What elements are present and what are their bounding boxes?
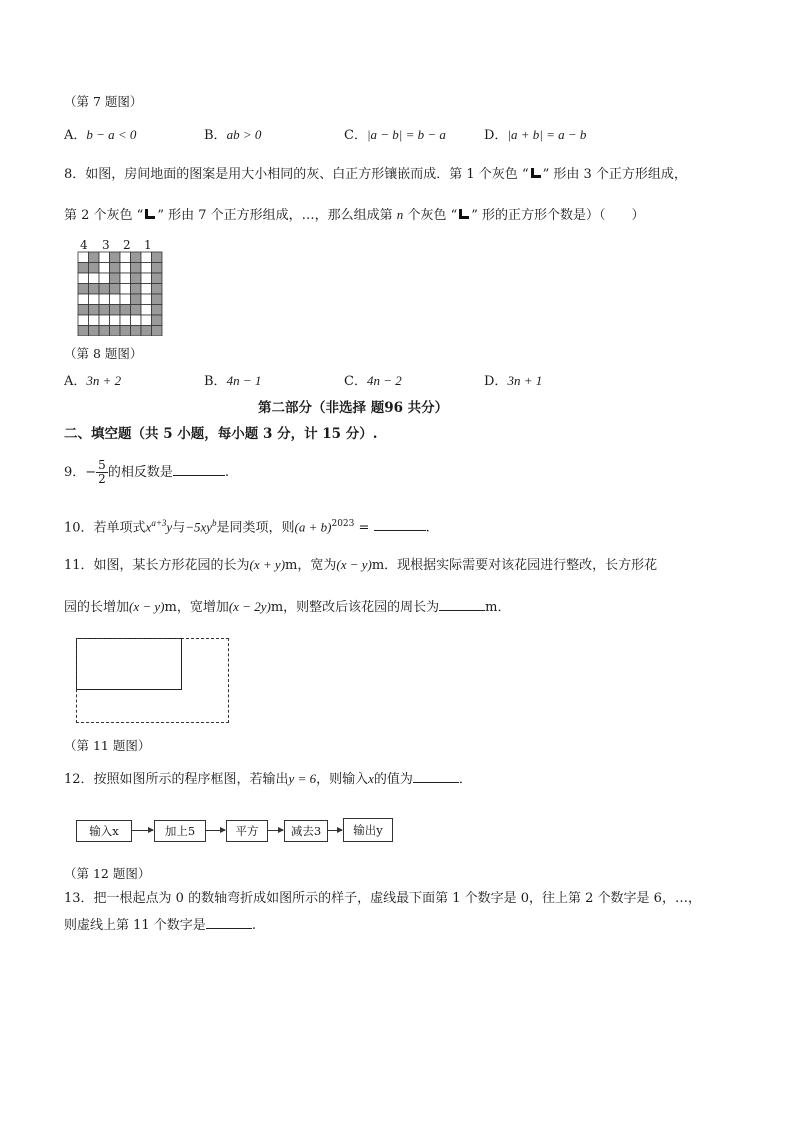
grid-tile: [141, 315, 152, 326]
grid-tile: [110, 294, 121, 305]
section-heading: 二、填空题（共 5 小题，每小题 3 分，计 15 分）.: [64, 426, 378, 442]
q8-line-1: 8．如图，房间地面的图案是用大小相同的灰、白正方形镶嵌而成．第 1 个灰色 “ ” 形由 3 个正方形组成，: [64, 167, 687, 182]
expanded-garden-rect: [76, 638, 229, 723]
grid-tile: [110, 252, 121, 263]
q7-option-d: D．|a + b| = a − b: [484, 127, 587, 143]
grid-tile: [89, 305, 100, 316]
answer-blank[interactable]: [206, 916, 252, 929]
grid-tile: [99, 263, 110, 274]
answer-blank[interactable]: [439, 598, 485, 611]
q8-option-d: D．3n + 1: [484, 373, 543, 389]
q8-grid-figure: [76, 240, 166, 340]
grid-tile: [78, 315, 89, 326]
grid-tile: [99, 315, 110, 326]
grid-tile: [152, 315, 163, 326]
grid-tile: [152, 305, 163, 316]
grid-tile: [78, 326, 89, 337]
q8-option-a: A．3n + 2: [64, 373, 122, 389]
grid-tile: [131, 315, 142, 326]
grid-tile: [120, 305, 131, 316]
grid-tile: [89, 315, 100, 326]
grid-tile: [152, 273, 163, 284]
part2-heading: 第二部分（非选择 题96 共分）: [258, 400, 449, 416]
grid-tile: [78, 252, 89, 263]
grid-tile: [99, 284, 110, 295]
grid-tile: [99, 326, 110, 337]
grid-tile: [78, 284, 89, 295]
grid-tile: [89, 273, 100, 284]
arrow-right-icon: [267, 830, 283, 831]
grid-tile: [78, 305, 89, 316]
grid-tile: [131, 284, 142, 295]
l-shape-icon: [144, 208, 156, 220]
grid-tile: [120, 326, 131, 337]
answer-blank[interactable]: [374, 518, 426, 531]
grid-tile: [78, 263, 89, 274]
grid-tile: [131, 252, 142, 263]
grid-tile: [131, 305, 142, 316]
q11-line-2: 园的长增加(x − y)m，宽增加(x − 2y)m，则整改后该花园的周长为 m．: [64, 599, 511, 615]
arrow-right-icon: [327, 830, 342, 831]
grid-tile: [152, 294, 163, 305]
grid-tile: [110, 284, 121, 295]
grid-tile: [141, 273, 152, 284]
grid-tile: [120, 263, 131, 274]
grid-tile: [141, 294, 152, 305]
grid-tile: [78, 294, 89, 305]
grid-tile: [110, 273, 121, 284]
q7-option-a: A．b − a < 0: [64, 127, 137, 143]
grid-tile: [89, 284, 100, 295]
grid-tile: [89, 263, 100, 274]
grid-tile: [141, 263, 152, 274]
flow-subtract-3: 减去3: [284, 820, 328, 842]
grid-tile: [99, 273, 110, 284]
grid-label: 1: [144, 238, 152, 252]
grid-tile: [141, 284, 152, 295]
grid-label: 2: [123, 238, 131, 252]
arrow-right-icon: [205, 830, 225, 831]
grid-tile: [99, 294, 110, 305]
q7-caption: （第 7 题图）: [64, 94, 143, 109]
grid-tile: [131, 263, 142, 274]
grid-label: 4: [80, 238, 88, 252]
grid-tile: [78, 273, 89, 284]
flow-square: 平方: [226, 820, 268, 842]
grid-tile: [141, 305, 152, 316]
answer-blank[interactable]: [173, 463, 225, 476]
grid-tile: [89, 326, 100, 337]
q8-option-c: C．4n − 2: [344, 373, 402, 389]
grid-tile: [131, 326, 142, 337]
q11-caption: （第 11 题图）: [64, 738, 151, 753]
grid-tile: [152, 284, 163, 295]
q8-caption: （第 8 题图）: [64, 346, 143, 361]
grid-tile: [120, 294, 131, 305]
q8-option-b: B．4n − 1: [204, 373, 262, 389]
fraction: $\frac{5}{2}$: [98, 458, 106, 486]
floor-tile-grid: [76, 240, 166, 336]
grid-tile: [110, 326, 121, 337]
answer-blank[interactable]: [413, 770, 459, 783]
grid-tile: [141, 252, 152, 263]
grid-tile: [110, 305, 121, 316]
q12-line: 12．按照如图所示的程序框图，若输出y = 6，则输入x的值为 ．: [64, 771, 472, 787]
flow-input-x: 输入x: [76, 820, 132, 842]
grid-tile: [99, 252, 110, 263]
q10-line: 10．若单项式$x^{a+3}y$与$-5xy^b$是同类项，则$(a + b)^{2023}$ = .: [64, 518, 430, 536]
grid-tile: [131, 273, 142, 284]
l-shape-icon: [530, 167, 542, 179]
arrow-right-icon: [131, 830, 153, 831]
flow-add-5: 加上5: [154, 820, 206, 842]
grid-tile: [120, 315, 131, 326]
grid-tile: [120, 273, 131, 284]
q8-line-2: 第 2 个灰色 “ ” 形由 7 个正方形组成，…，那么组成第 n 个灰色 “ ” 形的正方形个数是）（ ）: [64, 207, 645, 223]
q7-option-c: C．|a − b| = b − a: [344, 127, 446, 143]
flow-output-y: 输出y: [343, 818, 393, 842]
q12-caption: （第 12 题图）: [64, 866, 151, 881]
grid-tile: [110, 263, 121, 274]
grid-tile: [89, 294, 100, 305]
grid-tile: [152, 252, 163, 263]
grid-tile: [99, 305, 110, 316]
grid-tile: [89, 252, 100, 263]
l-shape-icon: [458, 208, 470, 220]
q13-line-1: 13．把一根起点为 0 的数轴弯折成如图所示的样子，虚线最下面第 1 个数字是 0，往上第 2 个数字是 6，…，: [64, 891, 701, 906]
grid-label: 3: [102, 238, 110, 252]
grid-tile: [152, 326, 163, 337]
q9-line: 9．− $\frac{5}{2}$ 的相反数是 .: [64, 458, 229, 486]
grid-tile: [131, 294, 142, 305]
grid-tile: [152, 263, 163, 274]
q13-line-2: 则虚线上第 11 个数字是 .: [64, 918, 256, 933]
grid-tile: [120, 284, 131, 295]
q11-line-1: 11．如图，某长方形花园的长为(x + y)m，宽为(x − y)m．现根据实际需要对该花园进行整改，长方形花: [64, 557, 658, 573]
grid-tile: [141, 326, 152, 337]
q7-option-b: B．ab > 0: [204, 127, 262, 143]
grid-tile: [110, 315, 121, 326]
grid-tile: [120, 252, 131, 263]
